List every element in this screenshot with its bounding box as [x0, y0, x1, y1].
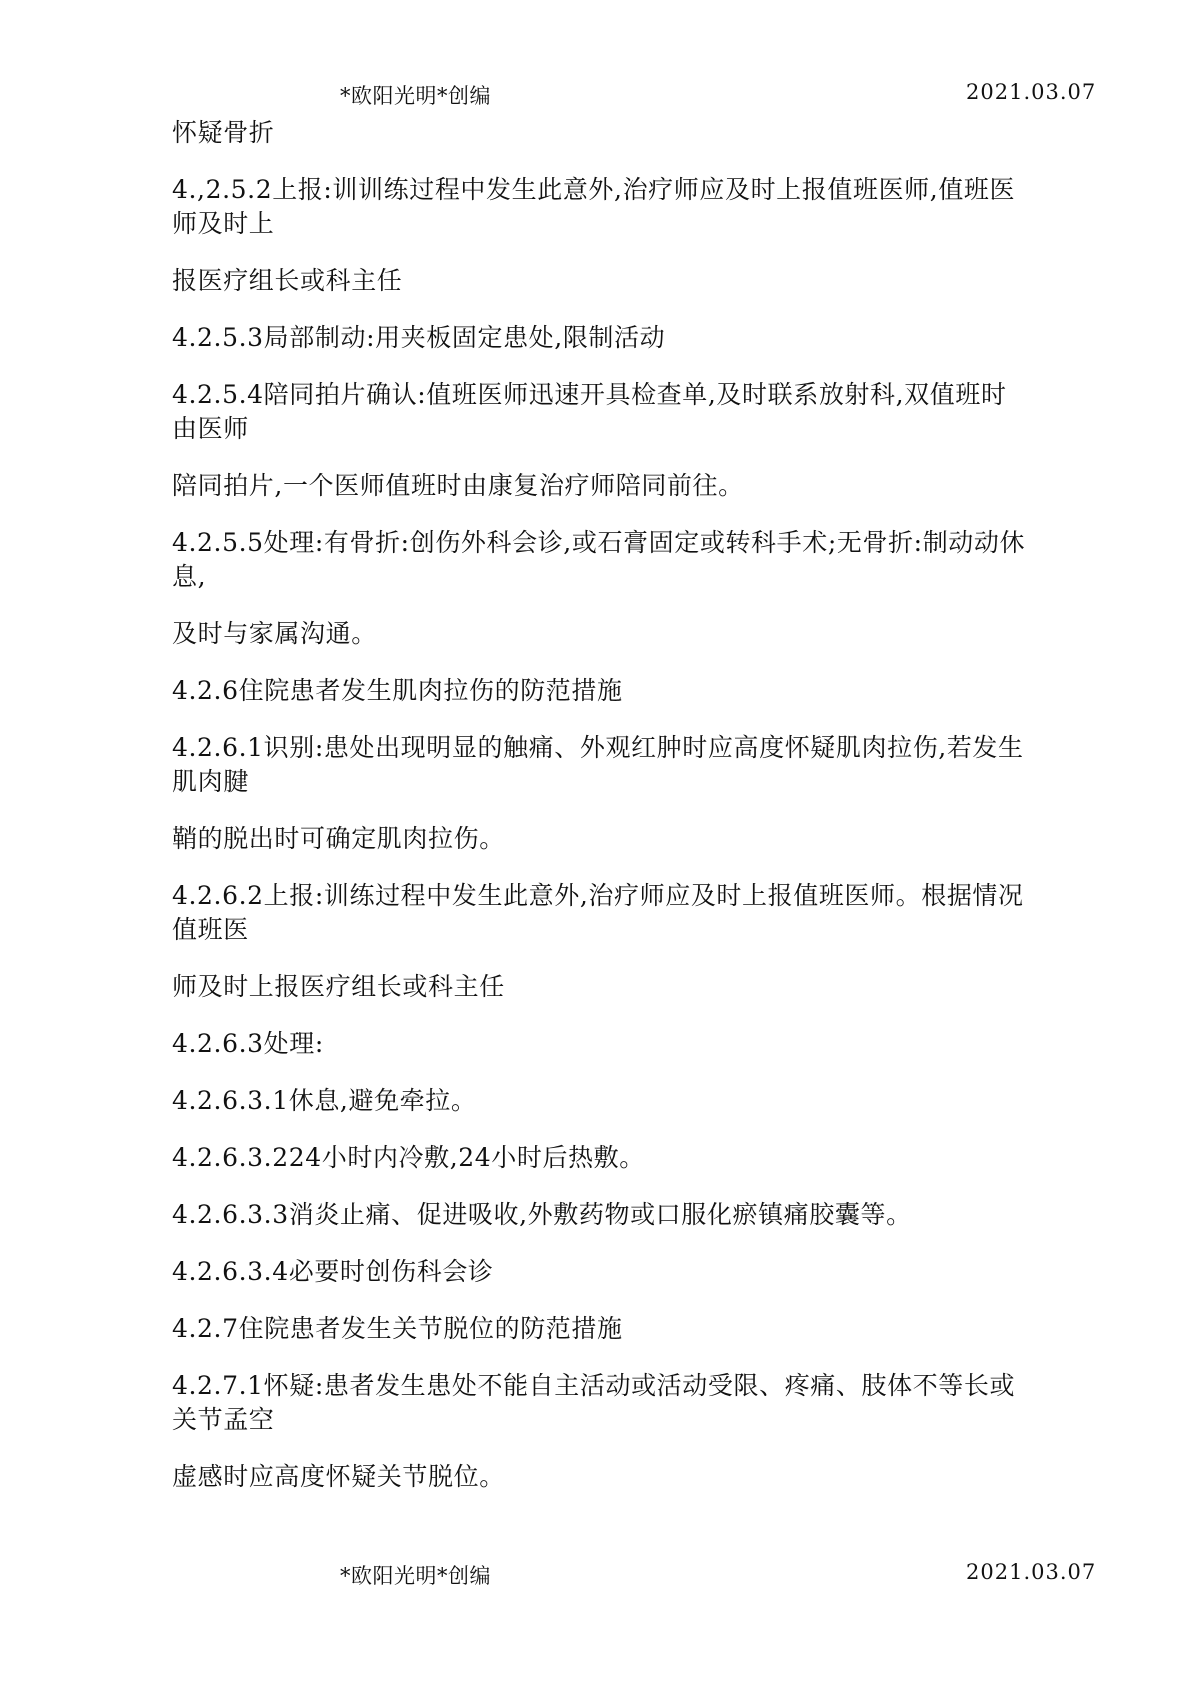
paragraph: 报医疗组长或科主任: [172, 266, 403, 295]
paragraph: 及时与家属沟通。: [172, 619, 377, 648]
page-header: [0, 80, 1191, 120]
paragraph: 4.2.5.3局部制动:用夹板固定患处,限制活动: [172, 323, 666, 352]
paragraph: 4.2.6.1识别:患处出现明显的触痛、外观红肿时应高度怀疑肌肉拉伤,若发生肌肉腱: [172, 733, 1024, 796]
document-body: [172, 116, 1032, 1546]
footer-date: 2021.03.07: [966, 1560, 1097, 1584]
paragraph: 4.2.6.3处理:: [172, 1029, 324, 1058]
paragraph: 4.2.7.1怀疑:患者发生患处不能自主活动或活动受限、疼痛、肢体不等长或关节孟空: [172, 1371, 1016, 1434]
paragraph: 鞘的脱出时可确定肌肉拉伤。: [172, 824, 505, 853]
footer-author: *欧阳光明*创编: [340, 1564, 491, 1588]
paragraph: 4.,2.5.2上报:训训练过程中发生此意外,治疗师应及时上报值班医师,值班医师及时上: [172, 175, 1016, 238]
paragraph: 4.2.5.4陪同拍片确认:值班医师迅速开具检查单,及时联系放射科,双值班时由医师: [172, 380, 1007, 443]
paragraph: 4.2.6.3.4必要时创伤科会诊: [172, 1257, 494, 1286]
header-author: *欧阳光明*创编: [340, 84, 491, 108]
paragraph: 4.2.5.5处理:有骨折:创伤外科会诊,或石膏固定或转科手术;无骨折:制动动休息,: [172, 528, 1026, 591]
paragraph: 4.2.6住院患者发生肌肉拉伤的防范措施: [172, 676, 623, 705]
paragraph: 4.2.6.3.224小时内冷敷,24小时后热敷。: [172, 1143, 645, 1172]
paragraph: 4.2.6.2上报:训练过程中发生此意外,治疗师应及时上报值班医师。根据情况值班医: [172, 881, 1024, 944]
header-date: 2021.03.07: [966, 80, 1097, 104]
paragraph: 虚感时应高度怀疑关节脱位。: [172, 1462, 505, 1491]
paragraph: 4.2.6.3.3消炎止痛、促进吸收,外敷药物或口服化瘀镇痛胶囊等。: [172, 1200, 912, 1229]
paragraph: 怀疑骨折: [172, 118, 275, 147]
paragraph: 4.2.6.3.1休息,避免牵拉。: [172, 1086, 477, 1115]
paragraph: 陪同拍片,一个医师值班时由康复治疗师陪同前往。: [172, 471, 744, 500]
paragraph: 师及时上报医疗组长或科主任: [172, 972, 505, 1001]
paragraph: 4.2.7住院患者发生关节脱位的防范措施: [172, 1314, 623, 1343]
page-footer: [0, 1560, 1191, 1600]
